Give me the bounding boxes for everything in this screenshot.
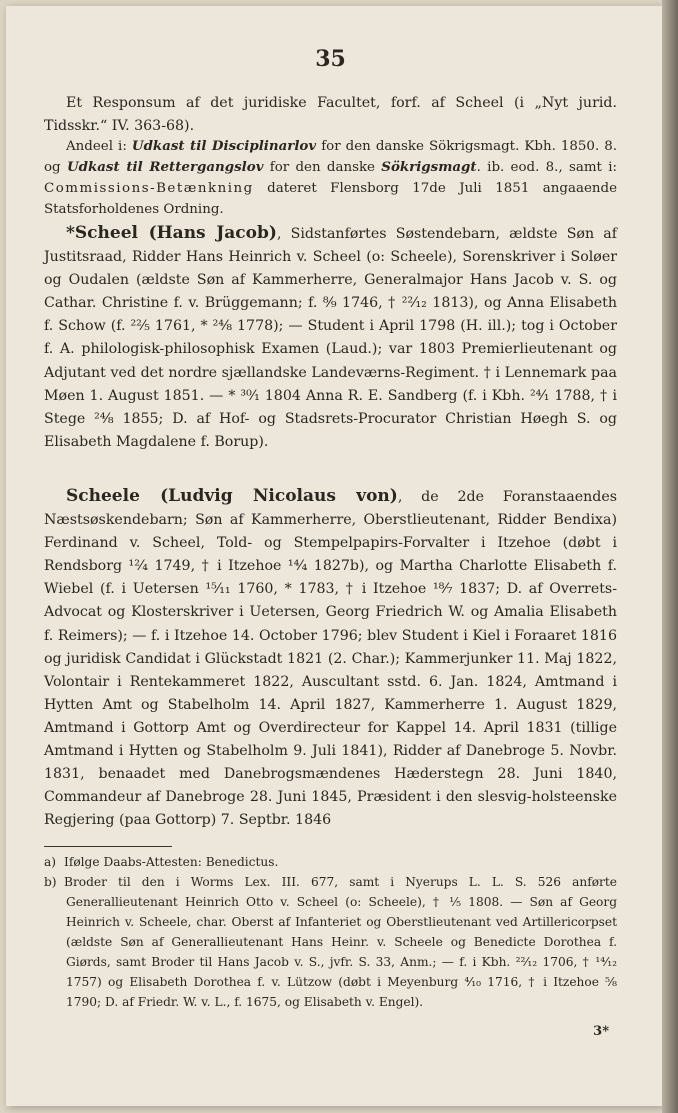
entry-heading-hans-jacob: *Scheel (Hans Jacob) <box>66 223 277 243</box>
footnote-a-text: Ifølge Daabs-Attesten: Benedictus. <box>64 855 279 869</box>
signature-mark: 3* <box>593 1024 609 1039</box>
title-sokrigsmagt: Sökrigsmagt <box>381 159 477 175</box>
andeel-lead: Andeel i: <box>66 139 132 154</box>
footnote-b-text: Broder til den i Worms Lex. III. 677, samt i Nyerups L. L. S. 526 anførte Generallieutenant Heinrich Otto v. Scheel (o: Scheele), † ⅕ 1808. — Søn af Georg Heinrich v. Scheele, char. Oberst af Infanteriet og Oberstlieutenant ved Artillericorpset (ældste Søn af Generallieutenant Hans Heinr. v. Scheele og Benedicte Dorothea f. Giørds, samt Broder til Hans Jacob v. S., jvfr. S. 33, Anm.; — f. i Kbh. ²²⁄₁₂ 1706, † ¹⁴⁄₁₂ 1757) og Elisabeth Dorothea f. v. Lützow (døbt i Meyenburg ⁴⁄₁₀ 1716, † i Itzehoe ⁵⁄₈ 1790; D. af Friedr. W. v. L., f. 1675, og Elisabeth v. Engel). <box>64 875 617 1009</box>
entry-body-ludvig-nicolaus: , de 2de Foranstaaendes Næstsøskendebarn; Søn af Kammerherre, Oberstlieutenant, Ridder Bendixa) Ferdinand v. Scheel, Told- og Stempelpapirs-Forvalter i Itzehoe (døbt i Rendsborg ¹²⁄₄ 1749, † i Itzehoe ¹⁴⁄₄ 1827b), og Martha Charlotte Elisabeth f. Wiebel (f. i Uetersen ¹⁵⁄₁₁ 1760, * 1783, † i Itzehoe ¹⁸⁄₇ 1837; D. af Overrets-Advocat og Klosterskriver i Uetersen, Georg Friedrich W. og Amalia Elisabeth f. Reimers); — f. i Itzehoe 14. October 1796; blev Student i Kiel i Foraaret 1816 og juridisk Candidat i Glückstadt 1821 (2. Char.); Kammerjunker 11. Maj 1822, Volontair i Rentekammeret 1822, Auscultant sstd. 6. Jan. 1824, Amtmand i Hytten Amt og Stabelholm 14. April 1827, Kammerherre 1. August 1829, Amtmand i Gottorp Amt og Overdirecteur for Kappel 14. April 1831 (tillige Amtmand i Hytten og Stabelholm 9. Juli 1841), Ridder af Danebroge 5. Novbr. 1831, benaadet med Danebrogsmændenes Hæderstegn 28. Juni 1840, Commandeur af Danebroge 28. Juni 1845, Præsident i den slesvig-holsteenske Regjering (paa Gottorp) 7. Septbr. 1846 <box>44 489 617 829</box>
andeel-mid1: for den danske Sökrigsmagt. Kbh. 1850. 8. og <box>44 139 618 175</box>
page-number: 35 <box>315 46 346 72</box>
paragraph-andeel <box>44 136 617 220</box>
entry-hans-jacob-scheel <box>44 222 617 454</box>
title-rettergangslov: Udkast til Rettergangslov <box>66 159 264 175</box>
footnote-b-label: b) <box>44 875 57 889</box>
footnote-a <box>44 852 617 872</box>
footnote-divider <box>44 846 172 847</box>
title-disciplinarlov: Udkast til Disciplinarlov <box>131 138 317 154</box>
book-spine <box>662 0 678 1113</box>
commissions-betaenkning: Commissions-Betænkning <box>44 181 254 196</box>
entry-heading-ludvig-nicolaus: Scheele (Ludvig Nicolaus von) <box>66 486 398 506</box>
footnote-a-label: a) <box>44 855 57 869</box>
andeel-mid2: for den danske <box>263 160 382 175</box>
andeel-tail: dateret Flensborg 17de Juli 1851 angaaende Statsforholdenes Ordning. <box>44 181 617 217</box>
footnote-b <box>44 872 617 1012</box>
andeel-mid3: . ib. eod. 8., samt i: <box>476 160 618 175</box>
entry-ludvig-nicolaus-scheele <box>44 485 617 832</box>
footnotes <box>44 852 617 1012</box>
entry-body-hans-jacob: , Sidstanførtes Søstendebarn, ældste Søn af Justitsraad, Ridder Hans Heinrich v. Scheel (o: Scheele), Sorenskriver i Soløer og Oudalen (ældste Søn af Kammerherre, Generalmajor Hans Jacob v. S. og Cathar. Christine f. v. Brüggemann; f. ⁸⁄₉ 1746, † ²²⁄₁₂ 1813), og Anna Elisabeth f. Schow (f. ²²⁄₅ 1761, * ²⁴⁄₈ 1778); — Student i April 1798 (H. ill.); tog i October f. A. philologisk-philosophisk Examen (Laud.); var 1803 Premierlieutenant og Adjutant ved det nordre sjællandske Landeværns-Regiment. † i Lennemark paa Møen 1. August 1851. — * ³⁰⁄₁ 1804 Anna R. E. Sandberg (f. i Kbh. ²⁴⁄₁ 1788, † i Stege ²⁴⁄₈ 1855; D. af Hof- og Stadsrets-Procurator Christian Høegh S. og Elisabeth Magdalene f. Borup). <box>44 226 618 450</box>
paragraph-responsum: Et Responsum af det juridiske Facultet, forf. af Scheel (i „Nyt jurid. Tidsskr.“ IV. 363-68). <box>44 95 617 135</box>
